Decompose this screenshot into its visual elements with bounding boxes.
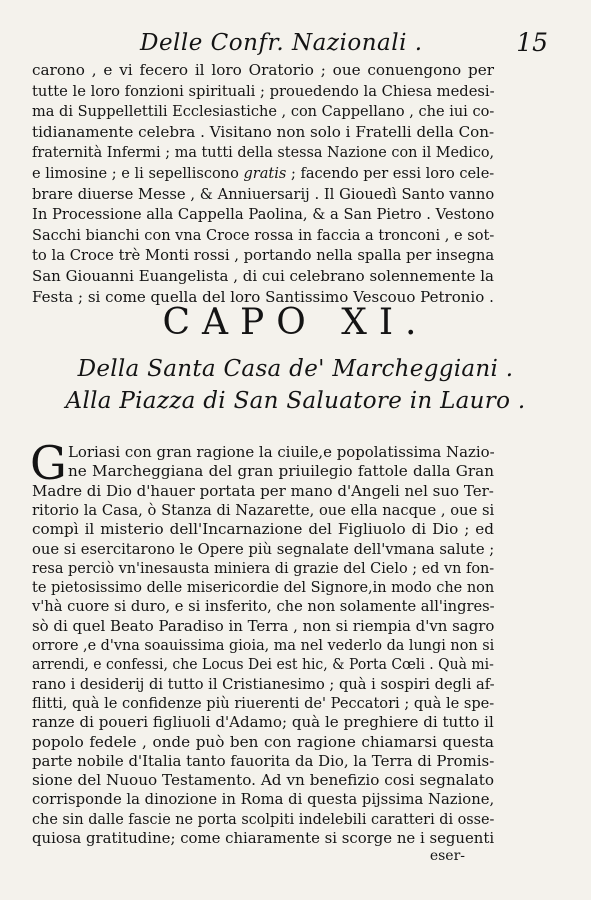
page-header (60, 30, 560, 60)
page-number: 15 (516, 28, 548, 57)
text-line: tidianamente celebra . Visitano non solo i Fratelli della Con- (32, 122, 495, 141)
text-line: orrore ,e d'vna soauissima gioia, ma nel vederlo da lungi non si (32, 636, 495, 654)
text-line: tutte le loro fonzioni spirituali ; prouedendo la Chiesa medesi- (32, 81, 495, 100)
text-line: oue si esercitarono le Opere più segnalate dell'vmana salute ; (32, 539, 495, 558)
catchword: eser- (429, 848, 465, 864)
text-line: compì il misterio dell'Incarnazione del Figliuolo di Dio ; ed (32, 520, 494, 539)
text-line: v'hà cuore si duro, e si insferito, che non solamente all'ingres- (32, 597, 495, 616)
text-line: ne Marcheggiana del gran priuilegio fattole dalla Gran (68, 462, 494, 481)
text-line: to la Croce trè Monti rossi , portando nella spalla per insegna (32, 246, 495, 265)
text-line: carono , e vi fecero il loro Oratorio ; oue conuengono per (32, 61, 494, 79)
chapter-subtitle-line-1: Della Santa Casa de' Marcheggiani . (77, 356, 514, 382)
text-line: sione del Nuouo Testamento. Ad vn benefizio cosi segnalato (32, 771, 494, 790)
text-line: quiosa gratitudine; come chiaramente si scorge ne i seguenti (32, 829, 495, 847)
text-line: resa perciò vn'inesausta miniera di grazie del Cielo ; ed vn fon- (32, 558, 495, 577)
text-line: flitti, quà le confidenze più riuerenti de' Peccatori ; quà le spe- (32, 693, 495, 712)
text-line: sò di quel Beato Paradiso in Terra , non si riempia d'vn sagro (32, 616, 495, 635)
text-line: fraternità Infermi ; ma tutti della stessa Nazione con il Medico, (32, 143, 495, 162)
text-line: Festa ; si come quella del loro Santissimo Vescouo Petronio . (32, 287, 494, 306)
chapter-subtitle-line-2: Alla Piazza di San Saluatore in Lauro . (65, 388, 526, 414)
text-line: Sacchi bianchi con vna Croce rossa in faccia a tronconi , e sot- (32, 225, 495, 244)
text-line: te pietosissimo delle misericordie del Signore,in modo che non (32, 578, 495, 597)
text-line: ritorio la Casa, ò Stanza di Nazarette, oue ella nacque , oue si (32, 500, 495, 519)
text-line: San Giouanni Euangelista , di cui celebrano solennemente la (32, 267, 494, 285)
text-line: ranze di poueri figliuoli d'Adamo; quà le preghiere di tutto il (32, 713, 494, 732)
text-line: Madre di Dio d'hauer portata per mano d'Angeli nel suo Ter- (32, 481, 494, 500)
text-line: Loriasi con gran ragione la ciuile,e popolatissima Nazio- (68, 443, 495, 461)
drop-cap: G (30, 436, 67, 490)
text-line: che sin dalle fascie ne porta scolpiti indelebili caratteri di osse- (32, 809, 495, 828)
text-line: In Processione alla Cappella Paolina, & a San Pietro . Vestono (32, 205, 495, 224)
text-line: arrendi, e confessi, che Locus Dei est hic, & Porta Cœli . Quà mi- (32, 655, 494, 674)
text-line: popolo fedele , onde può ben con ragione chiamarsi questa (32, 732, 494, 751)
text-line: e limosine ; e li sepelliscono gratis ; facendo per essi loro cele- (32, 164, 495, 182)
text-line: ma di Suppellettili Ecclesiastiche , con Cappellano , che iui co- (32, 102, 495, 121)
chapter-title: CAPO XI. (162, 302, 429, 343)
text-line: parte nobile d'Italia tanto fauorita da Dio, la Terra di Promis- (32, 751, 495, 770)
text-line: rano i desiderij di tutto il Cristianesimo ; quà i sospiri degli af- (32, 674, 495, 693)
text-line: corrisponde la dinozione in Roma di questa pijssima Nazione, (32, 790, 495, 809)
running-head: Delle Confr. Nazionali . (140, 30, 423, 56)
text-line: brare diuerse Messe , & Anniuersarij . Il Giouedì Santo vanno (32, 184, 495, 203)
